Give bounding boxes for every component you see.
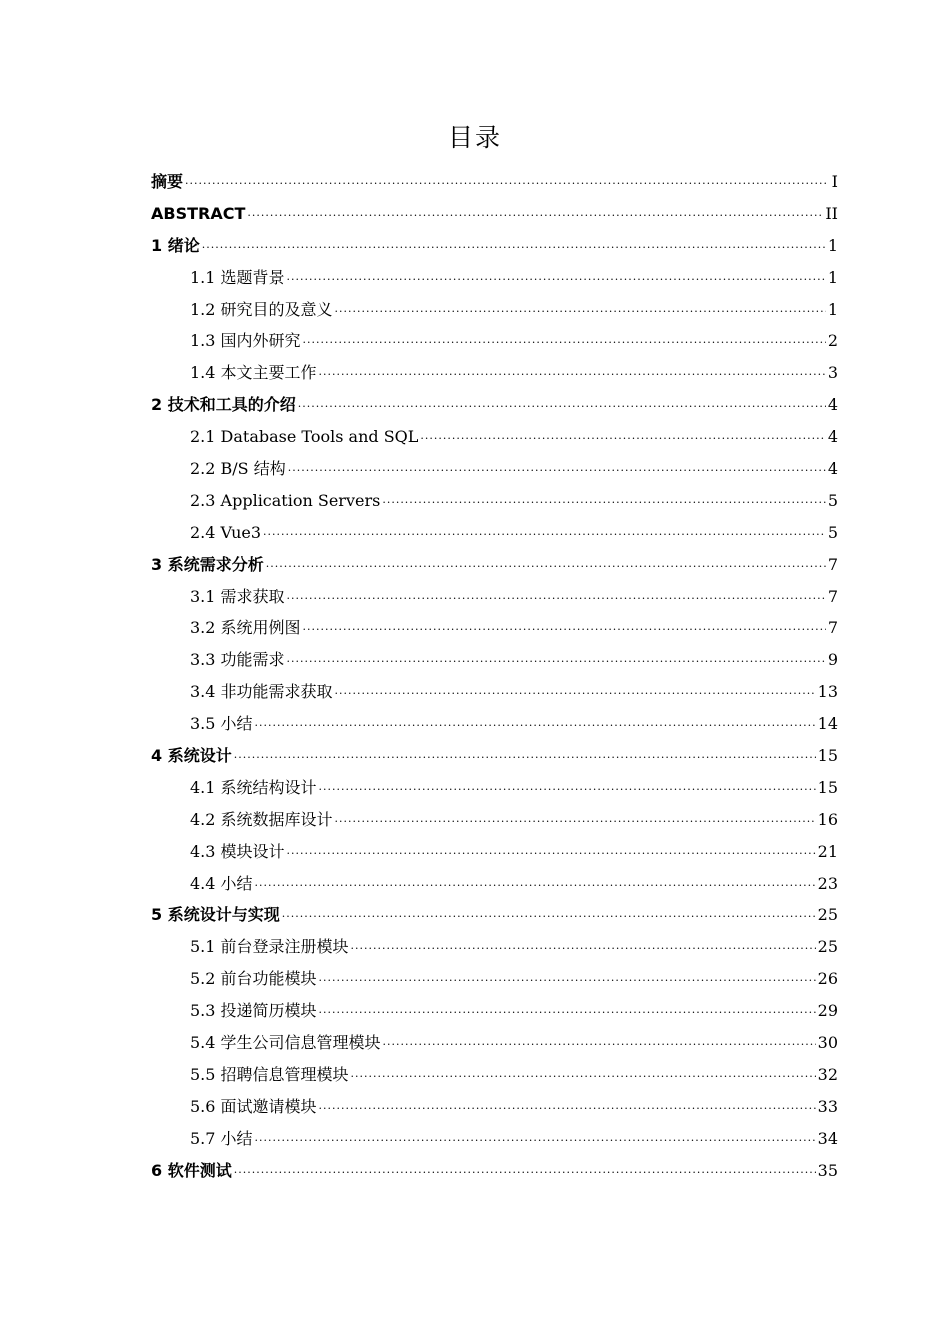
toc-dot-leader: [420, 423, 825, 455]
toc-entry-page-number: 4: [827, 395, 838, 415]
toc-entry-label: 2 技术和工具的介绍: [151, 395, 296, 415]
toc-section-entry[interactable]: [151, 963, 838, 995]
toc-dot-leader: [335, 678, 816, 710]
toc-entry-page-number: 32: [817, 1064, 838, 1084]
toc-dot-leader: [298, 391, 826, 423]
toc-dot-leader: [287, 264, 826, 296]
toc-section-entry[interactable]: [151, 517, 838, 549]
toc-entry-page-number: 7: [827, 554, 838, 574]
toc-section-entry[interactable]: [151, 294, 838, 326]
toc-entry-label: 摘要: [151, 172, 184, 191]
toc-section-entry[interactable]: [151, 357, 838, 389]
toc-entry-page-number: 4: [827, 427, 838, 447]
toc-entry-page-number: 4: [827, 459, 838, 479]
toc-dot-leader: [351, 933, 816, 965]
toc-dot-leader: [383, 1029, 816, 1061]
toc-entry-label: 6 软件测试: [151, 1160, 232, 1180]
toc-entry-page-number: 35: [817, 1160, 838, 1180]
toc-entry-page-number: 7: [827, 586, 838, 606]
toc-entry-label: 5.6 面试邀请模块: [190, 1096, 317, 1116]
toc-section-entry[interactable]: [151, 804, 838, 836]
toc-entry-page-number: 5: [827, 522, 838, 542]
toc-dot-leader: [319, 774, 816, 806]
toc-entry-label: 5.1 前台登录注册模块: [190, 937, 349, 957]
toc-entry-label: 4.4 小结: [190, 873, 253, 893]
toc-entry-page-number: 16: [817, 809, 838, 829]
toc-section-entry[interactable]: [151, 836, 838, 868]
toc-entry-page-number: 9: [827, 650, 838, 670]
table-of-contents: [151, 166, 838, 1187]
toc-entry-label: 4.1 系统结构设计: [190, 777, 317, 797]
toc-section-entry[interactable]: [151, 612, 838, 644]
toc-entry-page-number: 3: [827, 363, 838, 383]
toc-entry-label: 1.4 本文主要工作: [190, 363, 317, 383]
toc-dot-leader: [319, 997, 816, 1029]
toc-section-entry[interactable]: [151, 453, 838, 485]
toc-dot-leader: [255, 710, 816, 742]
toc-dot-leader: [335, 296, 826, 328]
toc-section-entry[interactable]: [151, 676, 838, 708]
toc-chapter-entry[interactable]: [151, 899, 838, 931]
toc-section-entry[interactable]: [151, 995, 838, 1027]
page-title: 目录: [447, 123, 502, 152]
toc-entry-page-number: 21: [817, 841, 838, 861]
toc-section-entry[interactable]: [151, 485, 838, 517]
toc-entry-page-number: 34: [817, 1128, 838, 1148]
toc-dot-leader: [335, 806, 816, 838]
toc-section-entry[interactable]: [151, 262, 838, 294]
toc-dot-leader: [202, 232, 826, 264]
toc-entry-label: 1.2 研究目的及意义: [190, 299, 333, 319]
toc-entry-label: 5.5 招聘信息管理模块: [190, 1064, 349, 1084]
toc-chapter-entry[interactable]: [151, 740, 838, 772]
toc-dot-leader: [234, 1157, 816, 1189]
toc-dot-leader: [234, 742, 816, 774]
toc-dot-leader: [303, 327, 826, 359]
toc-entry-label: 1 绪论: [151, 235, 200, 255]
toc-entry-page-number: II: [825, 203, 838, 223]
toc-section-entry[interactable]: [151, 708, 838, 740]
toc-chapter-entry[interactable]: [151, 198, 838, 230]
toc-chapter-entry[interactable]: [151, 549, 838, 581]
toc-entry-label: 4.3 模块设计: [190, 841, 285, 861]
toc-entry-label: 3.1 需求获取: [190, 586, 285, 606]
toc-chapter-entry[interactable]: [151, 230, 838, 262]
toc-dot-leader: [282, 901, 816, 933]
toc-entry-label: 4 系统设计: [151, 746, 232, 766]
toc-section-entry[interactable]: [151, 1123, 838, 1155]
toc-entry-label: 3.2 系统用例图: [190, 618, 301, 638]
toc-section-entry[interactable]: [151, 1091, 838, 1123]
toc-dot-leader: [287, 838, 816, 870]
toc-entry-page-number: 15: [817, 746, 838, 766]
toc-dot-leader: [319, 965, 816, 997]
toc-entry-label: ABSTRACT: [151, 203, 246, 223]
toc-chapter-entry[interactable]: [151, 1155, 838, 1187]
toc-entry-page-number: 7: [827, 618, 838, 638]
toc-dot-leader: [185, 168, 826, 200]
toc-entry-page-number: 1: [827, 235, 838, 255]
toc-dot-leader: [263, 519, 826, 551]
toc-dot-leader: [287, 646, 826, 678]
toc-entry-page-number: 26: [817, 969, 838, 989]
toc-entry-page-number: 15: [817, 777, 838, 797]
toc-dot-leader: [266, 551, 826, 583]
toc-entry-page-number: 25: [817, 937, 838, 957]
toc-section-entry[interactable]: [151, 1059, 838, 1091]
toc-entry-page-number: 29: [817, 1001, 838, 1021]
toc-chapter-entry[interactable]: [151, 166, 838, 198]
toc-entry-label: 5 系统设计与实现: [151, 905, 280, 925]
toc-entry-page-number: 33: [817, 1096, 838, 1116]
toc-dot-leader: [288, 455, 826, 487]
toc-entry-label: 3.3 功能需求: [190, 650, 285, 670]
toc-entry-page-number: 14: [817, 714, 838, 734]
toc-entry-label: 4.2 系统数据库设计: [190, 809, 333, 829]
toc-dot-leader: [351, 1061, 816, 1093]
toc-section-entry[interactable]: [151, 325, 838, 357]
toc-entry-label: 1.3 国内外研究: [190, 331, 301, 351]
toc-section-entry[interactable]: [151, 581, 838, 613]
toc-entry-page-number: 1: [827, 267, 838, 287]
toc-entry-label: 5.7 小结: [190, 1128, 253, 1148]
toc-entry-label: 5.3 投递简历模块: [190, 1001, 317, 1021]
toc-dot-leader: [319, 1093, 816, 1125]
toc-entry-label: 5.2 前台功能模块: [190, 969, 317, 989]
toc-entry-page-number: 23: [817, 873, 838, 893]
toc-entry-label: 5.4 学生公司信息管理模块: [190, 1033, 381, 1053]
toc-entry-page-number: I: [831, 172, 838, 191]
toc-section-entry[interactable]: [151, 931, 838, 963]
toc-dot-leader: [287, 583, 826, 615]
toc-section-entry[interactable]: [151, 644, 838, 676]
toc-entry-label: 2.3 Application Servers: [190, 490, 381, 510]
toc-entry-page-number: 13: [817, 682, 838, 702]
toc-chapter-entry[interactable]: [151, 389, 838, 421]
toc-entry-label: 1.1 选题背景: [190, 267, 285, 287]
toc-entry-label: 2.4 Vue3: [190, 522, 262, 542]
toc-dot-leader: [255, 1125, 816, 1157]
toc-entry-label: 2.2 B/S 结构: [190, 459, 286, 479]
toc-section-entry[interactable]: [151, 421, 838, 453]
toc-dot-leader: [303, 614, 826, 646]
toc-dot-leader: [382, 487, 825, 519]
toc-entry-label: 3.4 非功能需求获取: [190, 682, 333, 702]
toc-entry-page-number: 1: [827, 299, 838, 319]
toc-entry-page-number: 5: [827, 490, 838, 510]
toc-entry-page-number: 2: [827, 331, 838, 351]
toc-entry-label: 3.5 小结: [190, 714, 253, 734]
toc-section-entry[interactable]: [151, 868, 838, 900]
toc-entry-label: 2.1 Database Tools and SQL: [190, 427, 419, 447]
toc-section-entry[interactable]: [151, 1027, 838, 1059]
toc-entry-page-number: 25: [817, 905, 838, 925]
toc-dot-leader: [247, 200, 823, 232]
toc-dot-leader: [255, 870, 816, 902]
toc-section-entry[interactable]: [151, 772, 838, 804]
toc-dot-leader: [319, 359, 826, 391]
toc-entry-page-number: 30: [817, 1033, 838, 1053]
toc-entry-label: 3 系统需求分析: [151, 554, 264, 574]
